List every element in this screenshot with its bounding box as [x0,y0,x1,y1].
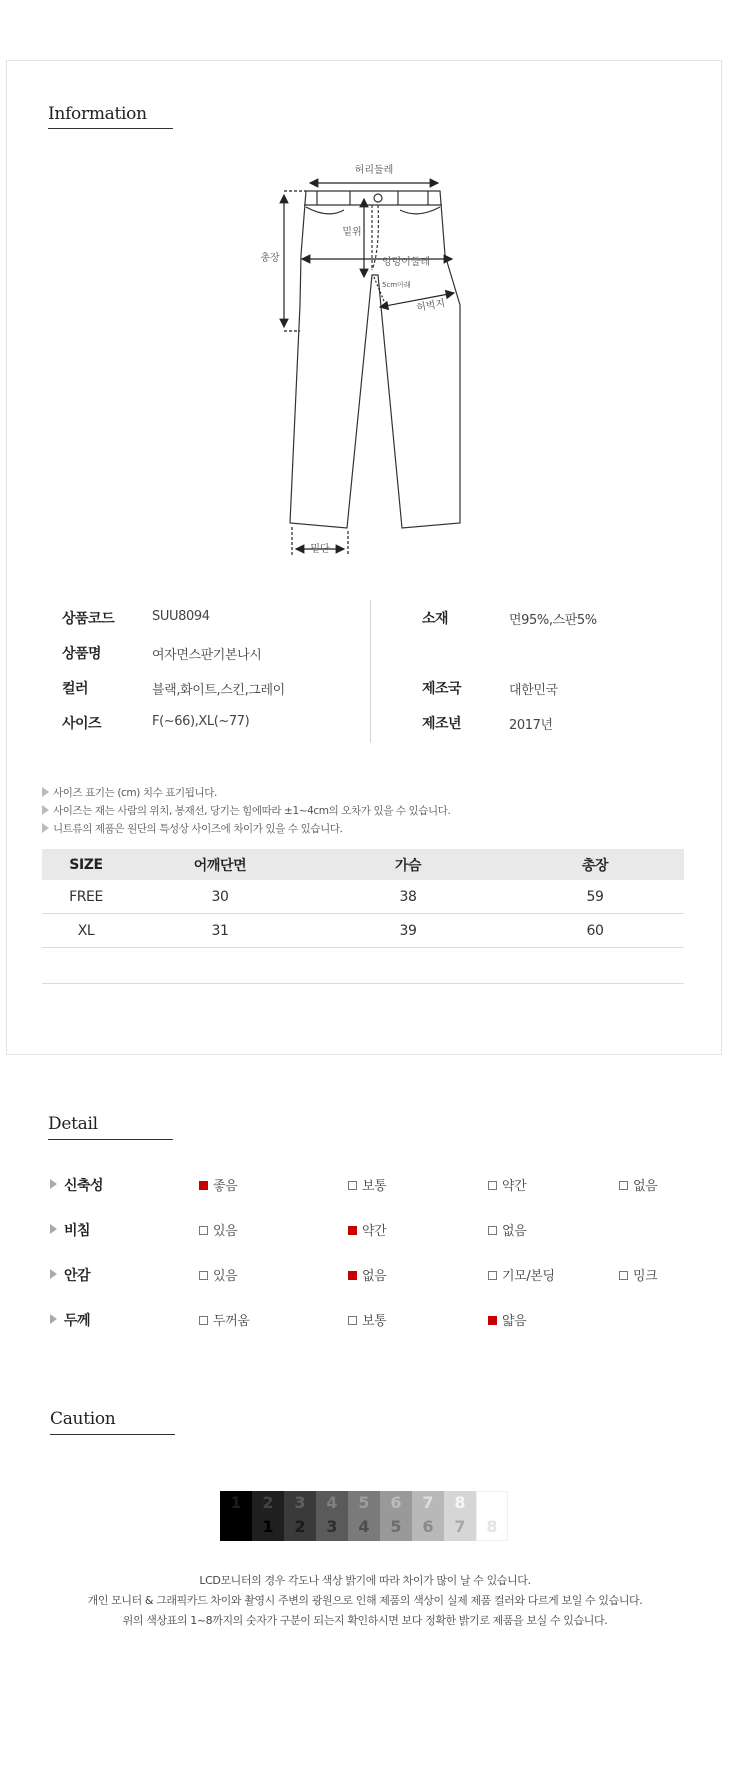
diagram-label-rise: 밑위 [342,227,362,238]
brightness-swatch [252,1491,284,1541]
size-table-header: 가슴 [310,849,506,880]
caution-line: 개인 모니터 & 그래픽카드 차이와 촬영시 주변의 광원으로 인해 제품의 색상이 실제 제품 컬러와 다르게 보일 수 있습니다. [87,1594,643,1607]
swatch-number-bottom: 3 [326,1517,338,1536]
bullet-triangle-icon [42,823,49,833]
swatch-number-bottom: 7 [454,1517,466,1536]
checkbox-empty-icon [488,1271,497,1280]
table-row [42,880,684,914]
info-label-product-code: 상품코드 [62,611,115,627]
checkbox-empty-icon [488,1181,497,1190]
detail-label-lining: 안감 [50,1265,90,1285]
bullet-triangle-icon [50,1269,57,1279]
bullet-triangle-icon [50,1314,57,1324]
brightness-swatch [284,1491,316,1541]
detail-option-checkbox[interactable]: 없음 [348,1265,386,1284]
size-note: 사이즈 표기는 (cm) 치수 표기됩니다. [42,785,217,800]
size-table-header: 총장 [506,849,684,880]
bullet-triangle-icon [42,787,49,797]
table-row [42,914,684,948]
checkbox-checked-icon [199,1181,208,1190]
detail-option-checkbox[interactable]: 보통 [348,1175,386,1194]
pants-size-diagram [240,155,490,560]
info-column-divider [370,600,371,743]
swatch-number-top: 1 [230,1493,242,1512]
detail-option-checkbox[interactable]: 얇음 [488,1310,526,1329]
checkbox-empty-icon [348,1316,357,1325]
detail-option-checkbox[interactable]: 있음 [199,1265,237,1284]
information-title: Information [48,104,147,124]
caution-title-underline [50,1434,175,1435]
size-table-cell: 38 [310,880,506,914]
diagram-label-waist: 허리둘레 [354,165,394,176]
checkbox-empty-icon [619,1181,628,1190]
bullet-triangle-icon [50,1179,57,1189]
info-label-year: 제조년 [422,716,462,732]
swatch-number-bottom: 8 [486,1517,498,1536]
size-table-header: SIZE [42,849,130,880]
detail-option-checkbox[interactable]: 밍크 [619,1265,657,1284]
detail-option-checkbox[interactable]: 보통 [348,1310,386,1329]
size-table-cell: 31 [130,914,310,948]
detail-title: Detail [48,1114,98,1134]
info-value-size: F(~66),XL(~77) [152,714,250,729]
checkbox-empty-icon [199,1226,208,1235]
detail-label-sheerness: 비침 [50,1220,90,1240]
detail-label-thickness: 두께 [50,1310,90,1330]
checkbox-empty-icon [619,1271,628,1280]
brightness-swatch [220,1491,252,1541]
size-table-cell: 60 [506,914,684,948]
swatch-number-bottom: 2 [294,1517,306,1536]
size-table-cell: 30 [130,880,310,914]
bullet-triangle-icon [42,805,49,815]
swatch-number-bottom: 5 [390,1517,402,1536]
size-table-header-row [42,849,684,880]
information-title-underline [48,128,173,129]
size-table-header: 어깨단면 [130,849,310,880]
info-value-country: 대한민국 [509,683,558,698]
detail-option-checkbox[interactable]: 없음 [488,1220,526,1239]
detail-option-checkbox[interactable]: 좋음 [199,1175,237,1194]
checkbox-checked-icon [348,1271,357,1280]
swatch-number-top: 6 [390,1493,402,1512]
detail-option-checkbox[interactable]: 없음 [619,1175,657,1194]
diagram-label-hip: 엉덩이둘레 [381,257,431,268]
swatch-number-bottom: 6 [422,1517,434,1536]
size-table-cell: XL [42,914,130,948]
swatch-number-bottom: 4 [358,1517,370,1536]
detail-option-checkbox[interactable]: 약간 [488,1175,526,1194]
size-table-cell: 59 [506,880,684,914]
checkbox-checked-icon [348,1226,357,1235]
brightness-color-chart [220,1491,507,1541]
swatch-number-top: 7 [422,1493,434,1512]
brightness-swatch [348,1491,380,1541]
diagram-label-below-rise: 5cm아래 [382,281,411,289]
swatch-number-top: 8 [454,1493,466,1512]
detail-option-checkbox[interactable]: 약간 [348,1220,386,1239]
brightness-swatch [316,1491,348,1541]
checkbox-empty-icon [199,1271,208,1280]
size-table-cell: FREE [42,880,130,914]
info-value-material: 면95%,스판5% [509,613,597,628]
size-note: 니트류의 제품은 원단의 특성상 사이즈에 차이가 있을 수 있습니다. [42,821,343,836]
table-bottom-divider [42,983,684,984]
diagram-label-thigh: 허벅지 [415,298,447,314]
swatch-number-top: 3 [294,1493,306,1512]
brightness-swatch [412,1491,444,1541]
info-label-color: 컬러 [62,681,89,697]
info-label-country: 제조국 [422,681,462,697]
info-value-year: 2017년 [509,718,553,733]
bullet-triangle-icon [50,1224,57,1234]
checkbox-empty-icon [199,1316,208,1325]
swatch-number-bottom: 1 [262,1517,274,1536]
brightness-swatch [476,1491,508,1541]
detail-title-underline [48,1139,173,1140]
detail-label-elasticity: 신축성 [50,1175,103,1195]
size-table [42,849,684,948]
swatch-number-top: 4 [326,1493,338,1512]
detail-option-checkbox[interactable]: 기모/본딩 [488,1265,555,1284]
diagram-label-total-length: 총장 [260,253,280,264]
detail-option-checkbox[interactable]: 두꺼움 [199,1310,249,1329]
info-value-product-name: 여자면스판기본나시 [152,648,262,663]
size-table-cell: 39 [310,914,506,948]
size-note: 사이즈는 재는 사람의 위치, 봉재선, 당기는 힘에따라 ±1~4cm의 오차가 있을 수 있습니다. [42,803,450,818]
swatch-number-top: 2 [262,1493,274,1512]
caution-title: Caution [50,1409,116,1429]
info-label-size: 사이즈 [62,716,102,732]
swatch-number-top: 5 [358,1493,370,1512]
brightness-swatch [444,1491,476,1541]
info-value-product-code: SUU8094 [152,609,210,624]
caution-line: 위의 색상표의 1~8까지의 숫자가 구분이 되는지 확인하시면 보다 정확한 밝기로 제품을 보실 수 있습니다. [122,1614,608,1627]
checkbox-checked-icon [488,1316,497,1325]
info-label-product-name: 상품명 [62,646,102,662]
info-label-material: 소재 [422,611,449,627]
checkbox-empty-icon [348,1181,357,1190]
diagram-label-hem: 밑단 [310,544,330,555]
detail-option-checkbox[interactable]: 있음 [199,1220,237,1239]
caution-line: LCD모니터의 경우 각도나 색상 밝기에 따라 차이가 많이 날 수 있습니다. [199,1574,531,1587]
checkbox-empty-icon [488,1226,497,1235]
info-value-color: 블랙,화이트,스킨,그레이 [152,683,285,698]
brightness-swatch [380,1491,412,1541]
